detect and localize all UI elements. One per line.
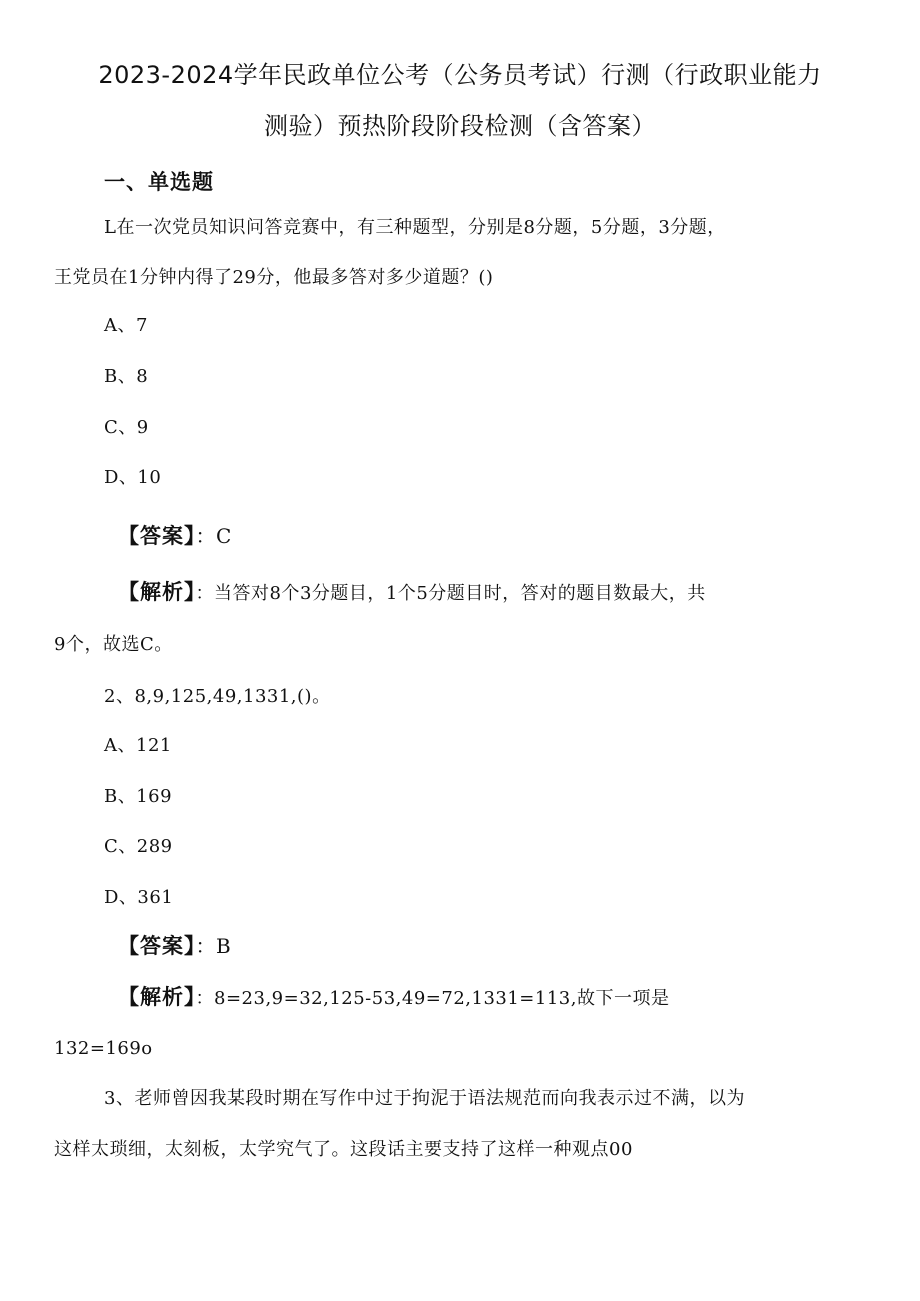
answer-label: 【答案】 — [118, 524, 196, 548]
question-2-analysis-line-1 — [118, 985, 669, 1011]
analysis-text: ：8=23,9=32,125-53,49=72,1331=113,故下一项是 — [195, 988, 670, 1009]
question-1-answer — [118, 524, 232, 550]
analysis-label: 【解析】 — [118, 985, 196, 1009]
question-2-option-d: D、361 — [104, 887, 174, 908]
question-1-option-a: A、7 — [104, 315, 148, 336]
question-1-analysis-line-1 — [118, 580, 706, 606]
question-1-option-c: C、9 — [104, 417, 149, 438]
question-1-option-d: D、10 — [104, 467, 162, 488]
answer-value: ：B — [195, 934, 232, 958]
question-1-option-b: B、8 — [104, 366, 149, 387]
question-1-stem-line-1: L在一次党员知识问答竞赛中，有三种题型，分别是8分题，5分题，3分题， — [104, 217, 726, 238]
question-2-option-a: A、121 — [104, 735, 172, 756]
analysis-text: ：当答对8个3分题目，1个5分题目时，答对的题目数最大，共 — [195, 583, 706, 604]
question-2-option-b: B、169 — [104, 786, 173, 807]
analysis-label: 【解析】 — [118, 580, 196, 604]
document-title-line-1: 2023-2024学年民政单位公考（公务员考试）行测（行政职业能力 — [98, 61, 822, 89]
question-2-analysis-line-2: 132=169o — [54, 1038, 153, 1059]
answer-value: ：C — [195, 524, 232, 548]
question-2-stem: 2、8,9,125,49,1331,()。 — [104, 686, 331, 707]
question-3-stem-line-1: 3、老师曾因我某段时期在写作中过于拘泥于语法规范而向我表示过不满，以为 — [104, 1088, 745, 1109]
document-title-line-2: 测验）预热阶段阶段检测（含答案） — [264, 112, 656, 140]
section-heading: 一、单选题 — [104, 170, 214, 194]
question-1-stem-line-2: 王党员在1分钟内得了29分，他最多答对多少道题？() — [54, 267, 494, 288]
question-2-answer — [118, 934, 231, 960]
answer-label: 【答案】 — [118, 934, 196, 958]
question-1-analysis-line-2: 9个，故选C。 — [54, 634, 173, 655]
question-2-option-c: C、289 — [104, 836, 173, 857]
question-3-stem-line-2: 这样太琐细，太刻板，太学究气了。这段话主要支持了这样一种观点00 — [54, 1139, 633, 1160]
